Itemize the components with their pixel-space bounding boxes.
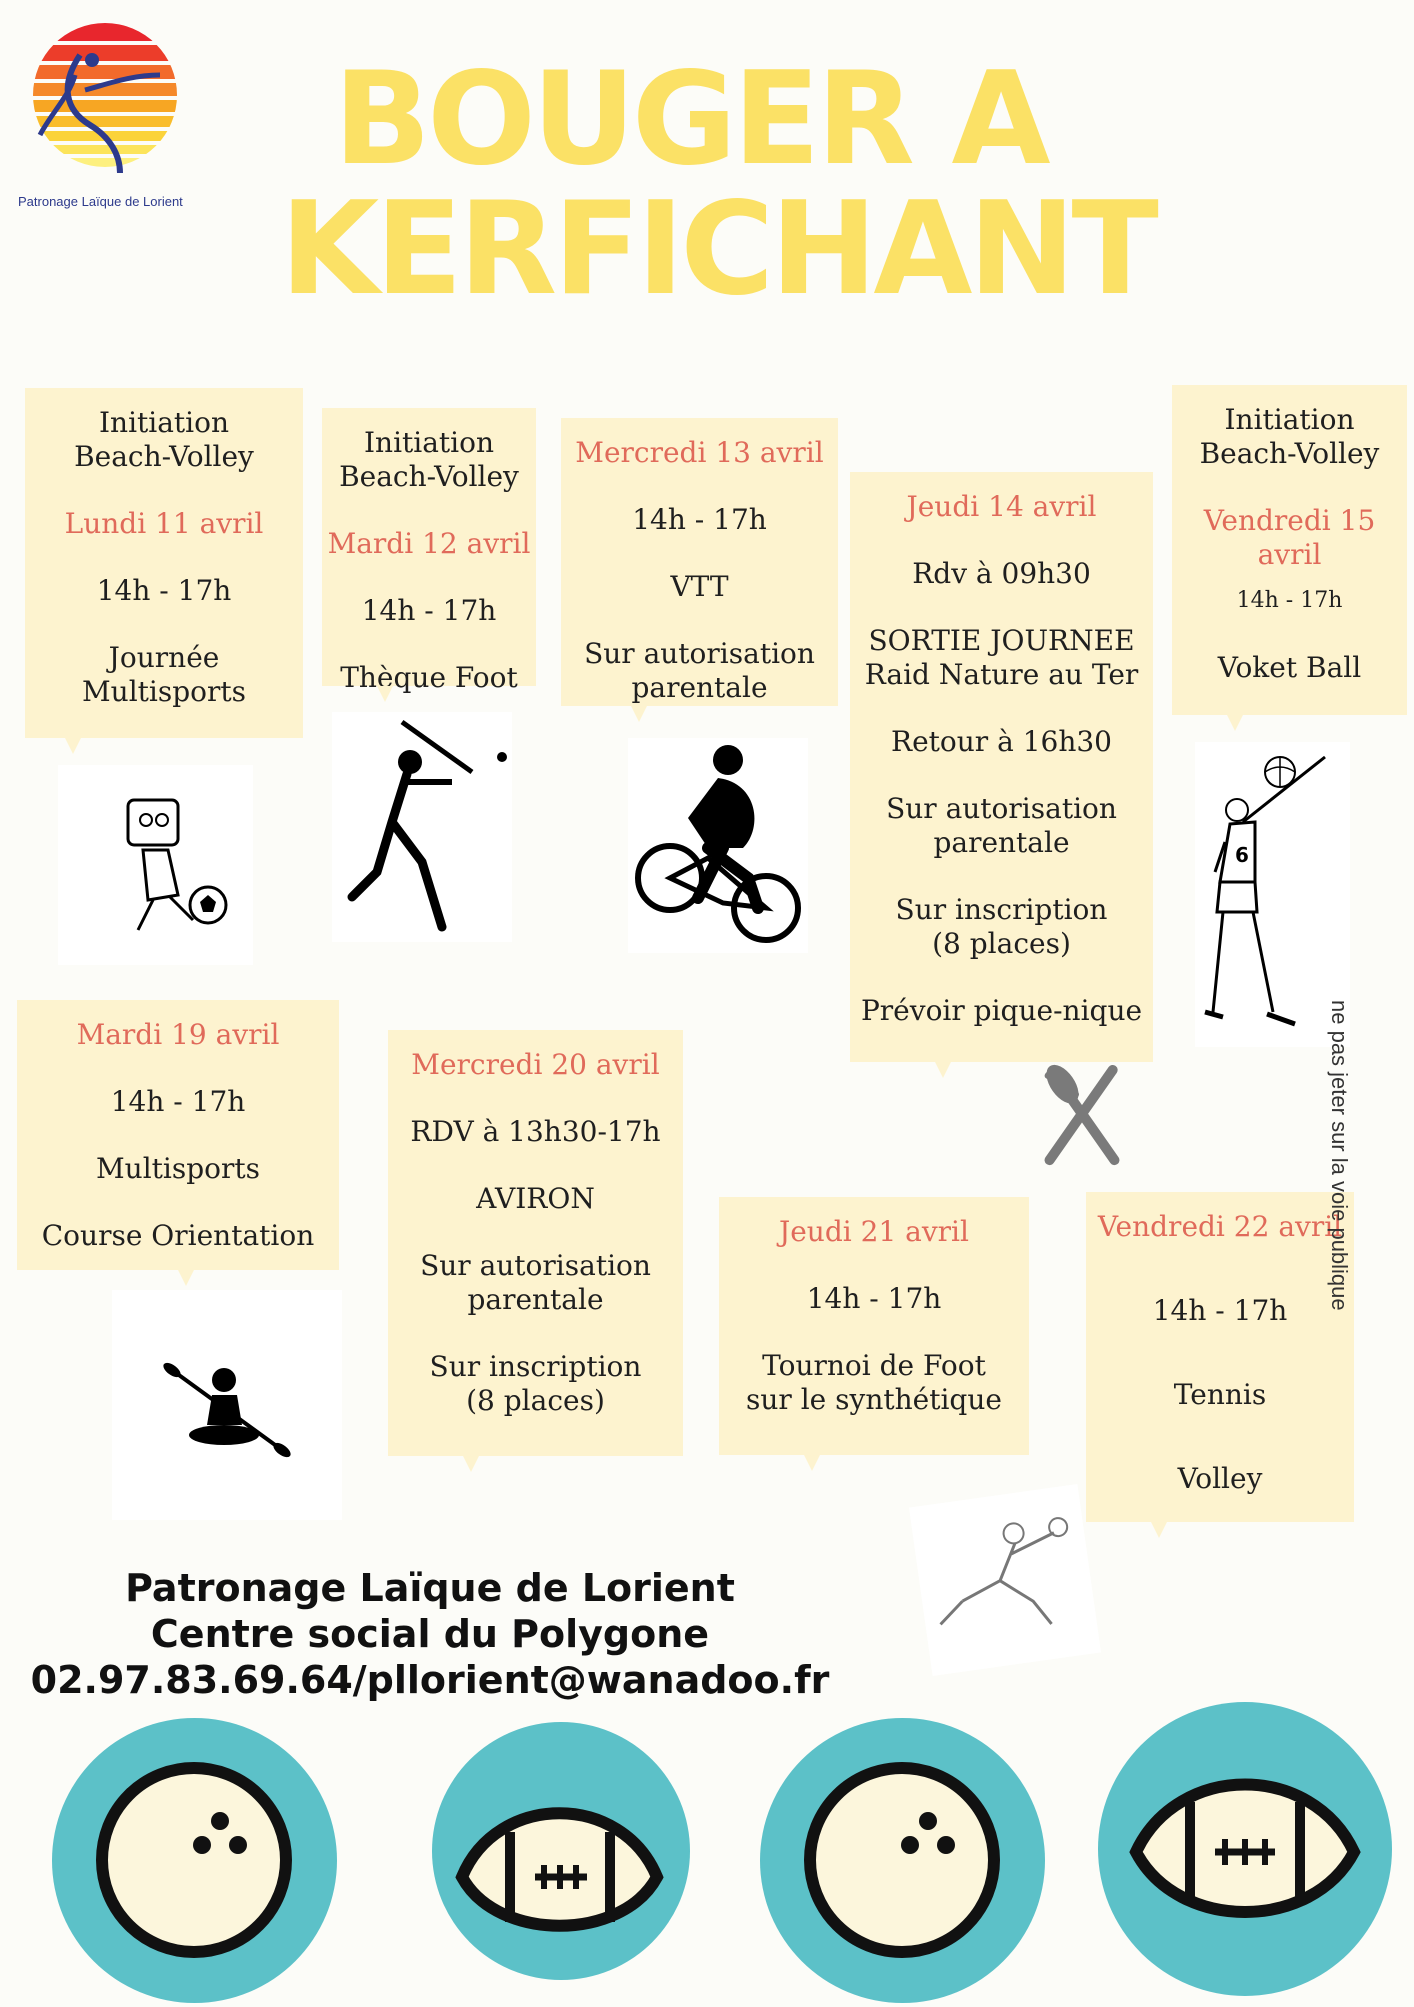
card-jeudi-21: Jeudi 21 avril 14h - 17h Tournoi de Foot sur le synthétique [719, 1197, 1029, 1455]
card-activity: AVIRON [476, 1182, 595, 1215]
card-date: Mercredi 13 avril [575, 436, 824, 469]
card-date: Mercredi 20 avril [411, 1048, 660, 1081]
card-note: Sur autorisation [420, 1249, 651, 1282]
card-mardi-12: Initiation Beach-Volley Mardi 12 avril 14h - 17h Thèque Foot [322, 408, 536, 686]
rugby-ball-circle [432, 1722, 690, 1980]
card-time: 14h - 17h [632, 503, 767, 536]
card-activity: Tennis [1173, 1378, 1267, 1411]
card-date: Jeudi 14 avril [906, 490, 1097, 523]
card-activity: Voket Ball [1217, 651, 1362, 684]
card-activity: Tournoi de Foot [762, 1349, 986, 1382]
card-note: Sur autorisation [886, 792, 1117, 825]
contact-line-1: Patronage Laïque de Lorient [125, 1566, 735, 1610]
card-lundi-11: Initiation Beach-Volley Lundi 11 avril 14h - 17h Journée Multisports [25, 388, 303, 738]
card-note: Sur autorisation [584, 637, 815, 670]
card-activity: VTT [670, 570, 729, 603]
card-vendredi-15: Initiation Beach-Volley Vendredi 15 avril 14h - 17h Voket Ball [1172, 385, 1407, 715]
card-note: Course Orientation [41, 1219, 315, 1252]
card-inscription: Sur inscription [895, 893, 1108, 926]
club-logo [20, 15, 200, 215]
card-activity: SORTIE JOURNEE [868, 624, 1135, 657]
contact-line-3: 02.97.83.69.64/pllorient@wanadoo.fr [30, 1658, 830, 1702]
rugby-ball-circle-2 [1098, 1702, 1392, 1996]
card-date: Vendredi 15 [1203, 504, 1376, 537]
kayak-illustration [112, 1290, 342, 1520]
card-mercredi-13: Mercredi 13 avril 14h - 17h VTT Sur autorisation parentale [561, 418, 838, 706]
logo-caption: Patronage Laïque de Lorient [18, 194, 183, 209]
card-date: Mardi 19 avril [76, 1018, 280, 1051]
card-time: 14h - 17h [1236, 588, 1343, 613]
card-activity: Journée [108, 641, 220, 674]
card-rdv: Rdv à 09h30 [912, 557, 1091, 590]
baseball-player-illustration [332, 712, 512, 942]
card-activity: Multisports [95, 1152, 261, 1185]
title-line-1: BOUGER A [333, 45, 1047, 194]
cyclist-illustration [628, 738, 808, 953]
card-date: Jeudi 21 avril [779, 1215, 969, 1248]
side-note: ne pas jeter sur la voie publique [1327, 1000, 1352, 1311]
contact-block [20, 1565, 840, 1703]
title-line-2: KERFICHANT [280, 175, 1155, 324]
card-extra: Prévoir pique-nique [860, 994, 1143, 1027]
card-activity: Thèque Foot [340, 661, 518, 694]
card-mercredi-20: Mercredi 20 avril RDV à 13h30-17h AVIRON Sur autorisation parentale Sur inscription (8 places) [388, 1030, 683, 1456]
football-kid-illustration [58, 765, 253, 965]
card-time: 14h - 17h [1152, 1294, 1288, 1327]
contact-line-2: Centre social du Polygone [150, 1612, 710, 1656]
bowling-ball-circle-2 [760, 1718, 1045, 2003]
card-inscription: Sur inscription [429, 1350, 642, 1383]
card-retour: Retour à 16h30 [891, 725, 1112, 758]
card-mardi-19 [17, 1000, 339, 1270]
card-jeudi-14: Jeudi 14 avril Rdv à 09h30 SORTIE JOURNEE Raid Nature au Ter Retour à 16h30 Sur autorisation parentale Sur inscription (8 places) Prévoir pique-nique [850, 472, 1153, 1062]
card-vendredi-22 [1086, 1192, 1354, 1522]
card-date: Vendredi 22 avril [1097, 1210, 1343, 1243]
card-rdv: RDV à 13h30-17h [410, 1115, 661, 1148]
bowling-ball-circle [52, 1718, 337, 2003]
page-title [280, 45, 1155, 324]
card-time: 14h - 17h [806, 1282, 942, 1315]
cutlery-icon [1020, 1050, 1145, 1175]
card-time: 14h - 17h [110, 1085, 246, 1118]
svg-text:6: 6 [1235, 843, 1249, 867]
card-note: Volley [1177, 1462, 1263, 1495]
card-date: Lundi 11 avril [64, 507, 264, 540]
card-time: 14h - 17h [361, 594, 497, 627]
card-date: Mardi 12 avril [327, 527, 531, 560]
tennis-player-illustration [909, 1484, 1101, 1676]
card-time: 14h - 17h [96, 574, 232, 607]
